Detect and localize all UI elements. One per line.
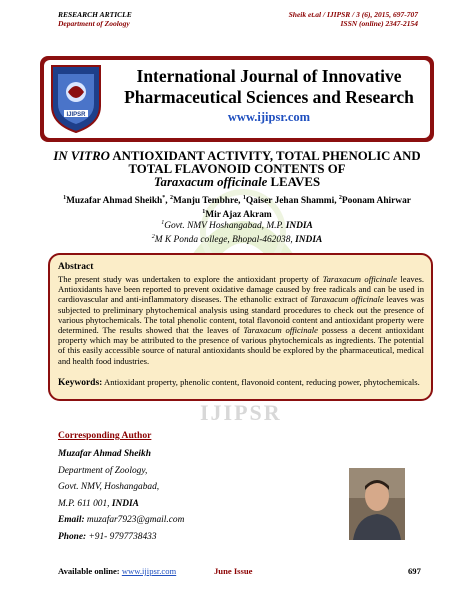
paper-title: IN VITRO ANTIOXIDANT ACTIVITY, TOTAL PHENOLIC AND TOTAL FLAVONOID CONTENTS OF Taraxacum officinale LEAVES xyxy=(53,149,421,189)
abstract-heading: Abstract xyxy=(58,262,94,272)
article-type: RESEARCH ARTICLE xyxy=(58,10,132,19)
author-phone: Phone: +91- 9797738433 xyxy=(58,531,157,542)
page-number: 697 xyxy=(408,566,421,576)
author-email[interactable]: Email: muzafar7923@gmail.com xyxy=(58,515,185,525)
keywords-label: Keywords: xyxy=(58,378,103,388)
abstract-text: The present study was undertaken to explore the antioxidant property of Taraxacum officinale leaves. Antioxidants have been reported to prevent oxidative damage caused by free radicals and can be used in cardiovascular and anti-inflammatory diseases. The ethanolic extract of Taraxacum officinale leaves was subjected to preliminary phytochemical analysis using standard procedures to check out the presence of various phytochemicals. The total phenolic content, total flavonoid content and antioxidant property were determined. The results showed that the leaves of Taraxacum officinale possess a decent antioxidant property which may be attributed to the presence of various phytochemicals as ingredients. The potential of this easily accessible source of natural antioxidants should be explored by the pharmaceutical, medical and health food industries. xyxy=(58,274,424,366)
header-left xyxy=(58,10,132,28)
author-list: $^1$Muzafar Ahmad Sheikh*, $^2$Manju Tembhre, $^1$Qaiser Jehan Shammi, $^2$Poonam Ahirwar $^1$Mir Ajaz Akram xyxy=(63,195,411,221)
svg-text:IJIPSR: IJIPSR xyxy=(66,112,86,118)
footer-online: Available online: www.ijipsr.com xyxy=(58,566,177,576)
journal-url[interactable]: www.ijipsr.com xyxy=(227,110,311,124)
footer-issue: June Issue xyxy=(214,566,253,576)
journal-logo xyxy=(48,62,104,136)
header-right xyxy=(289,10,418,28)
watermark-text: IJIPSR xyxy=(200,400,282,425)
author-inst: Govt. NMV, Hoshangabad, xyxy=(58,482,160,492)
footer-url[interactable]: www.ijipsr.com xyxy=(121,566,177,576)
department: Department of Zoology xyxy=(58,19,130,28)
author-name: Muzafar Ahmad Sheikh xyxy=(58,449,151,459)
author-place: M.P. 611 001, INDIA xyxy=(58,498,139,509)
corresponding-author-details xyxy=(58,446,318,545)
keywords-text: Antioxidant property, phenolic content, flavonoid content, reducing power, phytochemicals. xyxy=(104,377,420,387)
issn: ISSN (online) 2347-2154 xyxy=(340,19,418,28)
journal-title: International Journal of Innovative Pharmaceutical Sciences and Research xyxy=(124,66,414,107)
author-dept: Department of Zoology, xyxy=(58,465,148,476)
author-photo xyxy=(349,468,405,540)
affiliations: $^1$Govt. NMV Hoshangabad, M.P. INDIA $^2$M K Ponda college, Bhopal-462038, INDIA xyxy=(151,220,323,246)
citation: Sheik et.al / IJIPSR / 3 (6), 2015, 697-707 xyxy=(288,10,418,19)
keywords xyxy=(58,377,424,388)
corresponding-author-heading: Corresponding Author xyxy=(58,430,152,441)
